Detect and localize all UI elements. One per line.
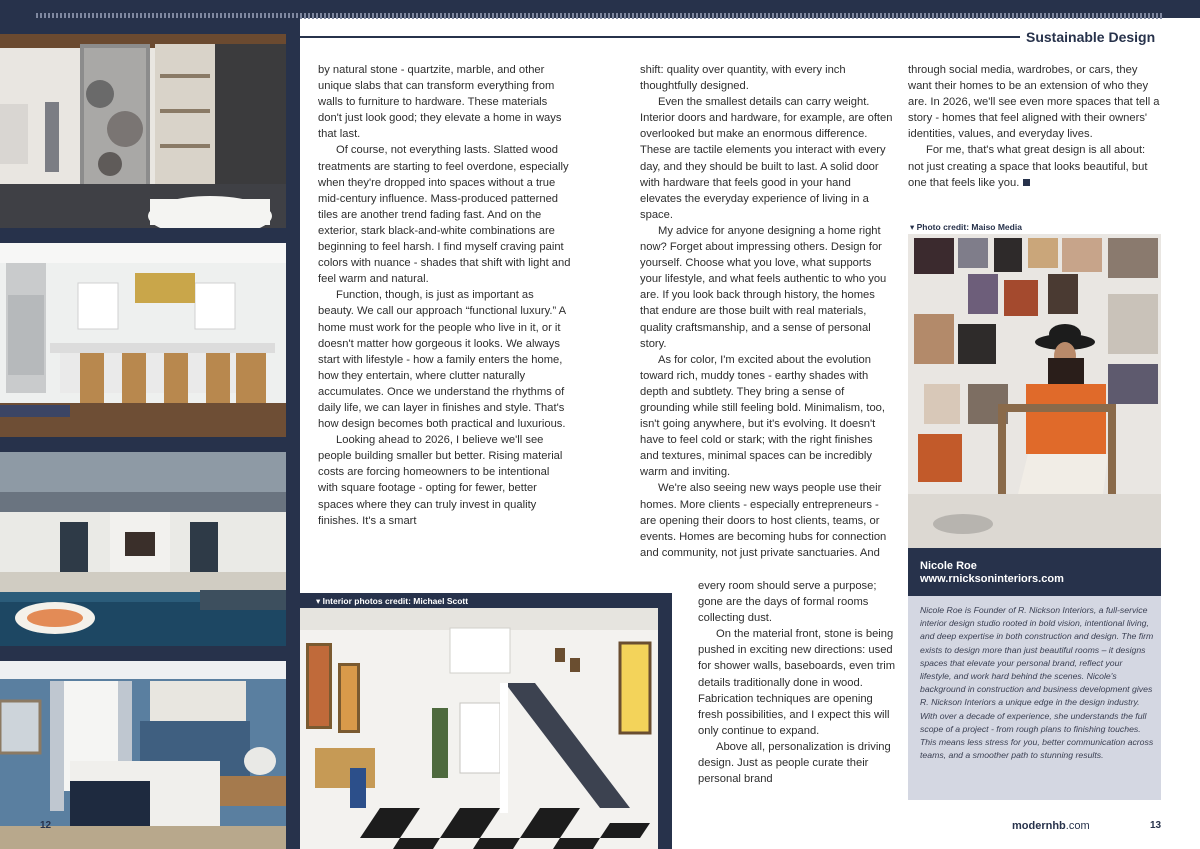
paragraph: every room should serve a purpose; gone are the days of formal rooms collecting dust.	[698, 580, 877, 625]
paragraph: As for color, I'm excited about the evolution toward rich, muddy tones - earthy shades with depth and subtlety. They bring a sense of grounding while still feeling bold. Minimalism, too, isn't going anywhere, but it's evolving. It doesn't have to feel cold or stark; with the right finishes and textures, minimal spaces can be incredibly warm and inviting.	[640, 353, 885, 479]
paragraph: Even the smallest details can carry weight. Interior doors and hardware, for example, are often overlooked but make an enormous difference. These are tactile elements you interact with every day, and they should be built to last. A solid door with hardware that feels good in your hand elevates the everyday experience of living in a space.	[640, 96, 893, 221]
footer-site-link[interactable]	[1012, 820, 1090, 832]
article-column-3	[908, 62, 1162, 191]
article-column-2	[640, 62, 894, 561]
end-mark-icon	[1023, 179, 1030, 186]
photo-credit-caption: ▾ Photo credit: Maiso Media	[910, 222, 1022, 232]
staircase-photo	[300, 608, 658, 849]
paragraph: Above all, personalization is driving design. Just as people curate their personal brand	[698, 740, 891, 786]
pool-photo	[0, 452, 286, 646]
paragraph: Function, though, is just as important as beauty. We call our approach “functional luxury.” A home must work for the people who live in it, or it doesn't matter how gorgeous it looks. We always start with lifestyle - how a family enters the home, how they entertain, where clutter naturally accumulates. Once we understand the rhythms of daily life, we can layer in finishes and style. That's how design becomes both practical and luxurious.	[318, 289, 566, 431]
profile-name: Nicole Roe	[920, 560, 977, 572]
interior-photo-credit: ▾ Interior photos credit: Michael Scott	[316, 596, 469, 606]
paragraph: by natural stone - quartzite, marble, and other unique slabs that can transform everything from walls to furniture to hardware. These materials don't just look good; they elevate a home in ways that last.	[318, 64, 562, 141]
portrait-photo	[908, 234, 1161, 548]
section-rule	[300, 36, 1020, 38]
closing-paragraph	[908, 142, 1162, 190]
paragraph: On the material front, stone is being pushed in exciting new directions: used for shower walls, baseboards, even trim details traditionally done in wood. Fabrication techniques are opening fresh possibilities, and I expect this will only continue to expand.	[698, 628, 896, 737]
paragraph: We're also seeing new ways people use their homes. More clients - especially entrepreneurs - are opening their doors to host clients, teams, or events. Homes are becoming hubs for connection and community, not just private sanctuaries. And	[640, 482, 887, 559]
article-column-2-continued	[698, 578, 898, 787]
profile-bio: Nicole Roe is Founder of R. Nickson Interiors, a full-service interior design studio rooted in bold vision, intentional living, and deep expertise in both construction and design. The firm exists to design more than just beautiful rooms – it designs spaces that elevate your personal brand, reflect your lifestyle, and work hard behind the scenes. Nicole's background in construction and business development gives R. Nickson Interiors a unique edge in the design industry. With over a decade of experience, she understands the full scope of a project - from rough plans to finishing touches. This means less stress for you, better communication across teams, and a smoother path to stunning results.	[920, 605, 1154, 761]
paragraph-text: For me, that's what great design is all about: not just creating a space that looks beautiful, but one that feels like you.	[908, 144, 1148, 189]
section-title: Sustainable Design	[1026, 29, 1156, 45]
page-number-right: 13	[1150, 820, 1162, 831]
site-name: modernhb	[1012, 820, 1066, 832]
page-number-left: 12	[40, 820, 52, 831]
article-column-1	[318, 62, 572, 529]
paragraph: Of course, not everything lasts. Slatted wood treatments are starting to feel overdone, especially when they're dropped into spaces without a true mid-century influence. Mass-produced patterned tiles are another trend fading fast. And on the exterior, stark black-and-white combinations are beginning to feel harsh. I find myself craving paint colors with nuance - shades that shift with light and feel warm and natural.	[318, 144, 571, 286]
profile-website-link[interactable]: www.rnicksoninteriors.com	[920, 573, 1064, 585]
kitchen-photo	[0, 243, 286, 437]
paragraph: shift: quality over quantity, with every inch thoughtfully designed.	[640, 64, 846, 93]
profile-name-box	[908, 548, 1161, 596]
paragraph: My advice for anyone designing a home right now? Forget about impressing others. Design for yourself. Choose what you love, what supports your lifestyle, and what feels authentic to who you are. If you look back through history, the homes that endure are those built with real materials, quality craftsmanship, and a sense of personal story.	[640, 224, 887, 350]
site-tld: .com	[1065, 820, 1090, 832]
bathroom-photo	[0, 34, 286, 228]
paragraph: Looking ahead to 2026, I believe we'll see people building smaller but better. Rising material costs are forcing homeowners to be intentional with square footage - opting for fewer, better spaces where they can truly invest in quality finishes. It's a smart	[318, 434, 563, 527]
paragraph: through social media, wardrobes, or cars, they want their homes to be an extension of who they are. In 2026, we'll see even more spaces that tell a story - homes that feel aligned with their owners' identities, values, and everyday lives.	[908, 64, 1160, 141]
